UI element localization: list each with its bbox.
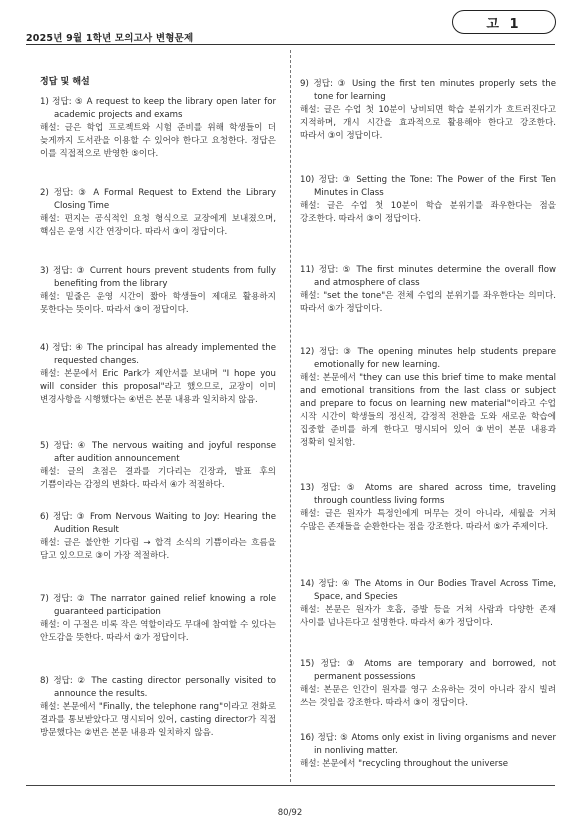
answer-item-6 xyxy=(40,511,276,563)
answer-line: 13) 정답: ⑤ Atoms are shared across time, traveling through countless living forms xyxy=(300,483,556,506)
answer-item-2 xyxy=(40,187,276,239)
answer-line: 15) 정답: ③ Atoms are temporary and borrowed, not permanent possessions xyxy=(300,659,556,682)
explanation-text: 해설: 글은 불안한 기다림 → 합격 소식의 기쁨이라는 흐름을 담고 있으므로 ③이 가장 적절하다. xyxy=(40,538,276,561)
explanation-text: 해설: 본문에서 "they can use this brief time to make mental and emotional transitions from the last class or subject and prepare to focus on learning new material"이라고 수업 시작 시간이 학생들의 정신적, 감정적 전환을 도와 새로운 학습에 집중할 준비를 하게 한다고 명시되어 있어 ③번이 본문 내용과 정확히 일치함. xyxy=(300,373,556,448)
answer-item-7 xyxy=(40,593,276,645)
explanation-text: 해설: 본문은 원자가 호흡, 증발 등을 거쳐 사람과 다양한 존재 사이를 넘나든다고 설명한다. 따라서 ④가 정답이다. xyxy=(300,605,556,628)
answer-line: 4) 정답: ④ The principal has already implemented the requested changes. xyxy=(40,343,276,366)
answer-line: 1) 정답: ⑤ A request to keep the library open later for academic projects and exams xyxy=(40,97,276,120)
explanation-text: 해설: 본문에서 "recycling throughout the universe xyxy=(300,759,509,769)
answer-line: 8) 정답: ② The casting director personally visited to announce the results. xyxy=(40,676,276,699)
explanation-text: 해설: 이 구절은 비록 작은 역할이라도 무대에 참여할 수 있다는 안도감을 뜻한다. 따라서 ②가 정답이다. xyxy=(40,620,276,643)
answer-line: 7) 정답: ② The narrator gained relief knowing a role guaranteed participation xyxy=(40,594,276,617)
answer-line: 3) 정답: ③ Current hours prevent students from fully benefiting from the library xyxy=(40,266,276,289)
answer-item-9 xyxy=(300,78,556,143)
answer-item-16 xyxy=(300,732,556,771)
grade-badge: 고 1 xyxy=(452,10,556,34)
answer-line: 9) 정답: ③ Using the first ten minutes properly sets the tone for learning xyxy=(300,79,556,102)
answer-item-1 xyxy=(40,96,276,161)
answer-line: 12) 정답: ③ The opening minutes help students prepare emotionally for new learning. xyxy=(300,347,556,370)
answer-item-13 xyxy=(300,482,556,534)
answer-item-10 xyxy=(300,174,556,226)
explanation-text: 해설: 글의 초점은 결과를 기다리는 긴장과, 발표 후의 기쁨이라는 감정의 변화다. 따라서 ④가 적절하다. xyxy=(40,467,276,490)
section-title: 정답 및 해설 xyxy=(40,77,90,87)
explanation-text: 해설: 밑줄은 운영 시간이 짧아 학생들이 제대로 활용하지 못한다는 뜻이다. 따라서 ③이 정답이다. xyxy=(40,292,276,315)
answer-line: 11) 정답: ⑤ The first minutes determine the overall flow and atmosphere of class xyxy=(300,265,556,288)
answer-line: 10) 정답: ③ Setting the Tone: The Power of the First Ten Minutes in Class xyxy=(300,175,556,198)
footer-divider xyxy=(26,785,555,786)
explanation-text: 해설: 글은 학업 프로젝트와 시험 준비를 위해 학생들이 더 늦게까지 도서관을 이용할 수 있어야 한다고 요청한다. 정답은 이를 직접적으로 반영한 ⑤이다. xyxy=(40,123,276,159)
explanation-text: 해설: 글은 원자가 특정인에게 머무는 것이 아니라, 세월을 거쳐 수많은 존재들을 순환한다는 점을 강조한다. 따라서 ⑤가 주제이다. xyxy=(300,509,556,532)
explanation-text: 해설: 본문은 인간이 원자를 영구 소유하는 것이 아니라 잠시 빌려 쓰는 것임을 강조한다. 따라서 ③이 정답이다. xyxy=(300,685,556,708)
answer-item-15 xyxy=(300,658,556,710)
answer-line: 14) 정답: ④ The Atoms in Our Bodies Travel Across Time, Space, and Species xyxy=(300,579,556,602)
explanation-text: 해설: 글은 수업 첫 10분이 학습 분위기를 좌우한다는 점을 강조한다. 따라서 ③이 정답이다. xyxy=(300,201,556,224)
explanation-text: 해설: 본문에서 "Finally, the telephone rang"이라고 전화로 결과를 통보받았다고 명시되어 있어, casting director가 직접 방문했다는 ②번은 본문 내용과 일치하지 않음. xyxy=(40,702,276,738)
answer-line: 16) 정답: ⑤ Atoms only exist in living organisms and never in nonliving matter. xyxy=(300,733,556,756)
page-number: 80/92 xyxy=(277,808,303,818)
answer-item-5 xyxy=(40,440,276,492)
answer-item-3 xyxy=(40,265,276,317)
explanation-text: 해설: "set the tone"은 전체 수업의 분위기를 좌우한다는 의미다. 따라서 ⑤가 정답이다. xyxy=(300,291,556,314)
answer-line: 2) 정답: ③ A Formal Request to Extend the Library Closing Time xyxy=(40,188,276,211)
answer-line: 5) 정답: ④ The nervous waiting and joyful response after audition announcement xyxy=(40,441,276,464)
explanation-text: 해설: 편지는 공식적인 요청 형식으로 교장에게 보내졌으며, 핵심은 운영 시간 연장이다. 따라서 ③이 정답이다. xyxy=(40,214,276,237)
answer-item-8 xyxy=(40,675,276,740)
answer-item-11 xyxy=(300,264,556,316)
explanation-text: 해설: 글은 수업 첫 10분이 낭비되면 학습 분위기가 흐트러진다고 지적하며, 개시 시간을 효과적으로 활용해야 한다고 강조한다. 따라서 ③이 정답이다. xyxy=(300,105,556,141)
answer-item-12 xyxy=(300,346,556,450)
answer-item-14 xyxy=(300,578,556,630)
explanation-text: 해설: 본문에서 Eric Park가 제안서를 보내며 "I hope you will consider this proposal"라고 했으므로, 교장이 이미 변경사항을 시행했다는 ④번은 본문 내용과 일치하지 않음. xyxy=(40,369,276,405)
header-divider xyxy=(26,44,555,45)
answer-item-4 xyxy=(40,342,276,407)
document-title: 2025년 9월 1학년 모의고사 변형문제 xyxy=(26,33,194,44)
answer-line: 6) 정답: ③ From Nervous Waiting to Joy: Hearing the Audition Result xyxy=(40,512,276,535)
column-divider xyxy=(290,50,291,782)
